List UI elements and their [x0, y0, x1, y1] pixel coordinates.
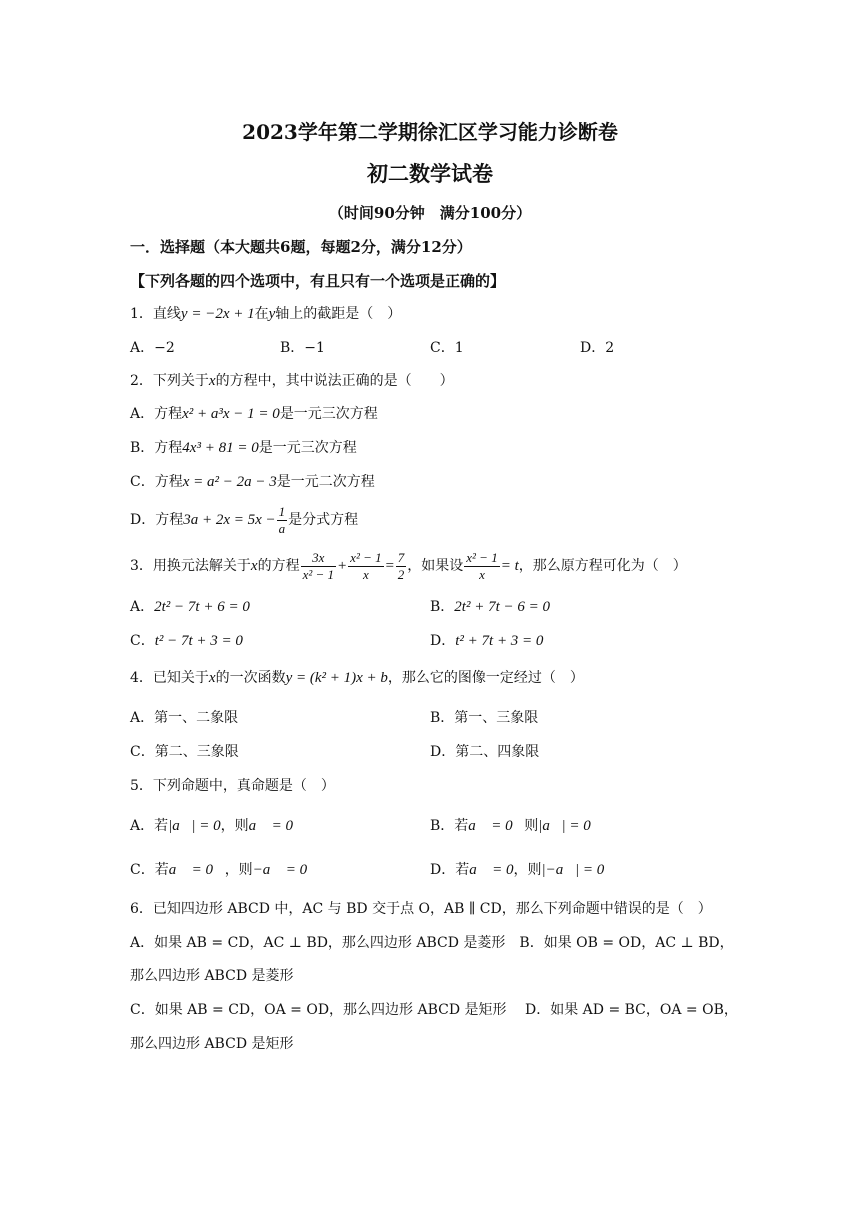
- q5-a-expr1: |a⃗| = 0: [168, 818, 221, 834]
- q5-c-pre: C．若: [130, 862, 169, 878]
- q3-f2-num: x² − 1: [350, 549, 382, 565]
- q3-d-expr: t² + 7t + 3 = 0: [455, 633, 544, 649]
- q3-a-label: A．: [130, 599, 155, 615]
- q4-expr: y = (k² + 1)x + b: [285, 670, 388, 686]
- question-1: [130, 304, 401, 324]
- q3-var: x: [250, 558, 258, 574]
- q2-c-post: 是一元二次方程: [276, 474, 375, 490]
- q2-option-b: [130, 438, 357, 458]
- q1-option-a: A．−2: [130, 340, 175, 356]
- q2-d-fraction: [277, 504, 288, 537]
- q1-option-c: C．1: [430, 340, 464, 356]
- q3-b-label: B．: [430, 599, 455, 615]
- q5-d-expr1: a⃗ = 0: [469, 862, 514, 878]
- q2-option-c: [130, 472, 375, 492]
- q3-fraction-3: [396, 550, 407, 583]
- q2-c-expr: x = a² − 2a − 3: [182, 474, 277, 490]
- q1-option-b: B．−1: [280, 340, 325, 356]
- q3-a-expr: 2t² − 7t + 6 = 0: [154, 599, 250, 615]
- q5-b-pre: B．若: [430, 818, 469, 834]
- q4-var: x: [208, 670, 216, 686]
- q5-d-mid: ，则: [513, 862, 542, 878]
- q2-d-num: 1: [278, 503, 286, 519]
- q3-f3-den: 2: [397, 566, 405, 582]
- q2-stem: 2．下列关于: [130, 373, 209, 389]
- q5-option-b: [430, 816, 602, 836]
- q3-equals-t: = t: [500, 558, 519, 574]
- q5-a-mid: ，则: [220, 818, 249, 834]
- exam-info: （时间90分钟 满分100分）: [328, 204, 532, 222]
- q2-d-post: 是分式方程: [288, 512, 359, 528]
- q5-c-expr2: −a⃗ = 0⃗: [252, 862, 319, 878]
- q1-pre: 1．直线: [130, 306, 181, 322]
- q4-option-c: C．第二、三象限: [130, 744, 239, 760]
- q4-option-b: B．第一、三象限: [430, 710, 539, 726]
- q3-f1-num: 3x: [301, 550, 336, 567]
- q5-d-pre: D．若: [430, 862, 470, 878]
- q3-f4-num: x² − 1: [466, 549, 498, 565]
- q2-d-pre: D．方程: [130, 512, 184, 528]
- q5-c-expr1: a⃗ = 0⃗: [168, 862, 225, 878]
- q3-option-d: [430, 631, 543, 651]
- q1-var: y: [268, 306, 276, 322]
- q5-option-c: [130, 860, 319, 880]
- q6-options-ab: A．如果 AB = CD，AC ⊥ BD，那么四边形 ABCD 是菱形 B．如果 OB = OD，AC ⊥ BD，: [130, 935, 734, 951]
- q3-option-c: [130, 631, 243, 651]
- q6-option-d-cont: 那么四边形 ABCD 是矩形: [130, 1036, 294, 1052]
- q4-stem: 4．已知关于: [130, 670, 209, 686]
- q5-a-expr2: a⃗ = 0: [248, 818, 293, 834]
- q1-mid: 在: [254, 306, 269, 322]
- q3-d-label: D．: [430, 633, 456, 649]
- q5-option-a: [130, 816, 293, 836]
- question-4: [130, 668, 584, 688]
- q5-b-expr1: a⃗ = 0⃗: [468, 818, 525, 834]
- q4-option-d: D．第二、四象限: [430, 744, 540, 760]
- q3-f3-num: 7: [397, 549, 405, 565]
- q3-option-b: [430, 597, 550, 617]
- question-2: [130, 371, 454, 391]
- q3-b-expr: 2t² + 7t − 6 = 0: [454, 599, 550, 615]
- q5-c-mid: ，则: [224, 862, 253, 878]
- q3-mid: ，如果设: [407, 558, 464, 574]
- q5-option-d: [430, 860, 616, 880]
- q3-equals: =: [384, 558, 395, 574]
- q5-a-pre: A．若: [130, 818, 169, 834]
- section-heading: 一．选择题（本大题共6题，每题2分，满分12分）: [130, 238, 472, 256]
- q3-option-a: [130, 597, 250, 617]
- exam-subtitle: 初二数学试卷: [367, 161, 493, 186]
- q1-option-d: D．2: [580, 340, 615, 356]
- q2-d-expr: 3a + 2x = 5x −: [183, 512, 276, 528]
- exam-title: 2023学年第二学期徐汇区学习能力诊断卷: [242, 120, 618, 144]
- q2-a-post: 是一元三次方程: [279, 406, 378, 422]
- q4-post: ，那么它的图像一定经过（ ）: [387, 670, 584, 686]
- section-note: 【下列各题的四个选项中，有且只有一个选项是正确的】: [130, 272, 506, 290]
- q2-a-pre: A．方程: [130, 406, 183, 422]
- q2-option-d: [130, 500, 358, 540]
- q3-fraction-4: [464, 550, 499, 583]
- q3-plus: +: [337, 558, 348, 574]
- q2-b-post: 是一元三次方程: [258, 440, 357, 456]
- q3-stem2: 的方程: [257, 558, 300, 574]
- q1-post: 轴上的截距是（ ）: [275, 306, 402, 322]
- q3-f2-den: x: [363, 566, 369, 582]
- q2-var: x: [208, 373, 216, 389]
- q3-fraction-2: [348, 550, 383, 583]
- q3-c-expr: t² − 7t + 3 = 0: [154, 633, 243, 649]
- q3-post: ，那么原方程可化为（ ）: [518, 558, 687, 574]
- q3-stem: 3．用换元法解关于: [130, 558, 251, 574]
- question-3: [130, 546, 687, 586]
- q3-fraction-1: [301, 550, 336, 583]
- q5-d-expr2: |−a⃗| = 0⃗: [541, 862, 616, 878]
- q5-b-mid: 则: [524, 818, 539, 834]
- q2-d-den: a: [278, 520, 286, 536]
- q4-stem2: 的一次函数: [215, 670, 286, 686]
- q2-c-pre: C．方程: [130, 474, 183, 490]
- q1-expr: y = −2x + 1: [180, 306, 255, 322]
- question-5: 5．下列命题中，真命题是（ ）: [130, 778, 335, 794]
- q4-option-a: A．第一、二象限: [130, 710, 239, 726]
- question-6: 6．已知四边形 ABCD 中，AC 与 BD 交于点 O，AB ∥ CD，那么下列命题中错误的是（ ）: [130, 901, 712, 917]
- q3-f4-den: x: [479, 566, 485, 582]
- q2-a-expr: x² + a³x − 1 = 0: [182, 406, 280, 422]
- q2-option-a: [130, 404, 378, 424]
- q6-options-cd: C．如果 AB = CD，OA = OD，那么四边形 ABCD 是矩形 D．如果 AD = BC，OA = OB，: [130, 1002, 738, 1018]
- q5-b-expr2: |a⃗| = 0⃗: [538, 818, 603, 834]
- q2-b-pre: B．方程: [130, 440, 183, 456]
- q2-b-expr: 4x³ + 81 = 0: [182, 440, 259, 456]
- q3-c-label: C．: [130, 633, 155, 649]
- q2-stem2: 的方程中，其中说法正确的是（ ）: [215, 373, 454, 389]
- q3-f1-den: x² − 1: [302, 566, 335, 582]
- q6-option-b-cont: 那么四边形 ABCD 是菱形: [130, 968, 294, 984]
